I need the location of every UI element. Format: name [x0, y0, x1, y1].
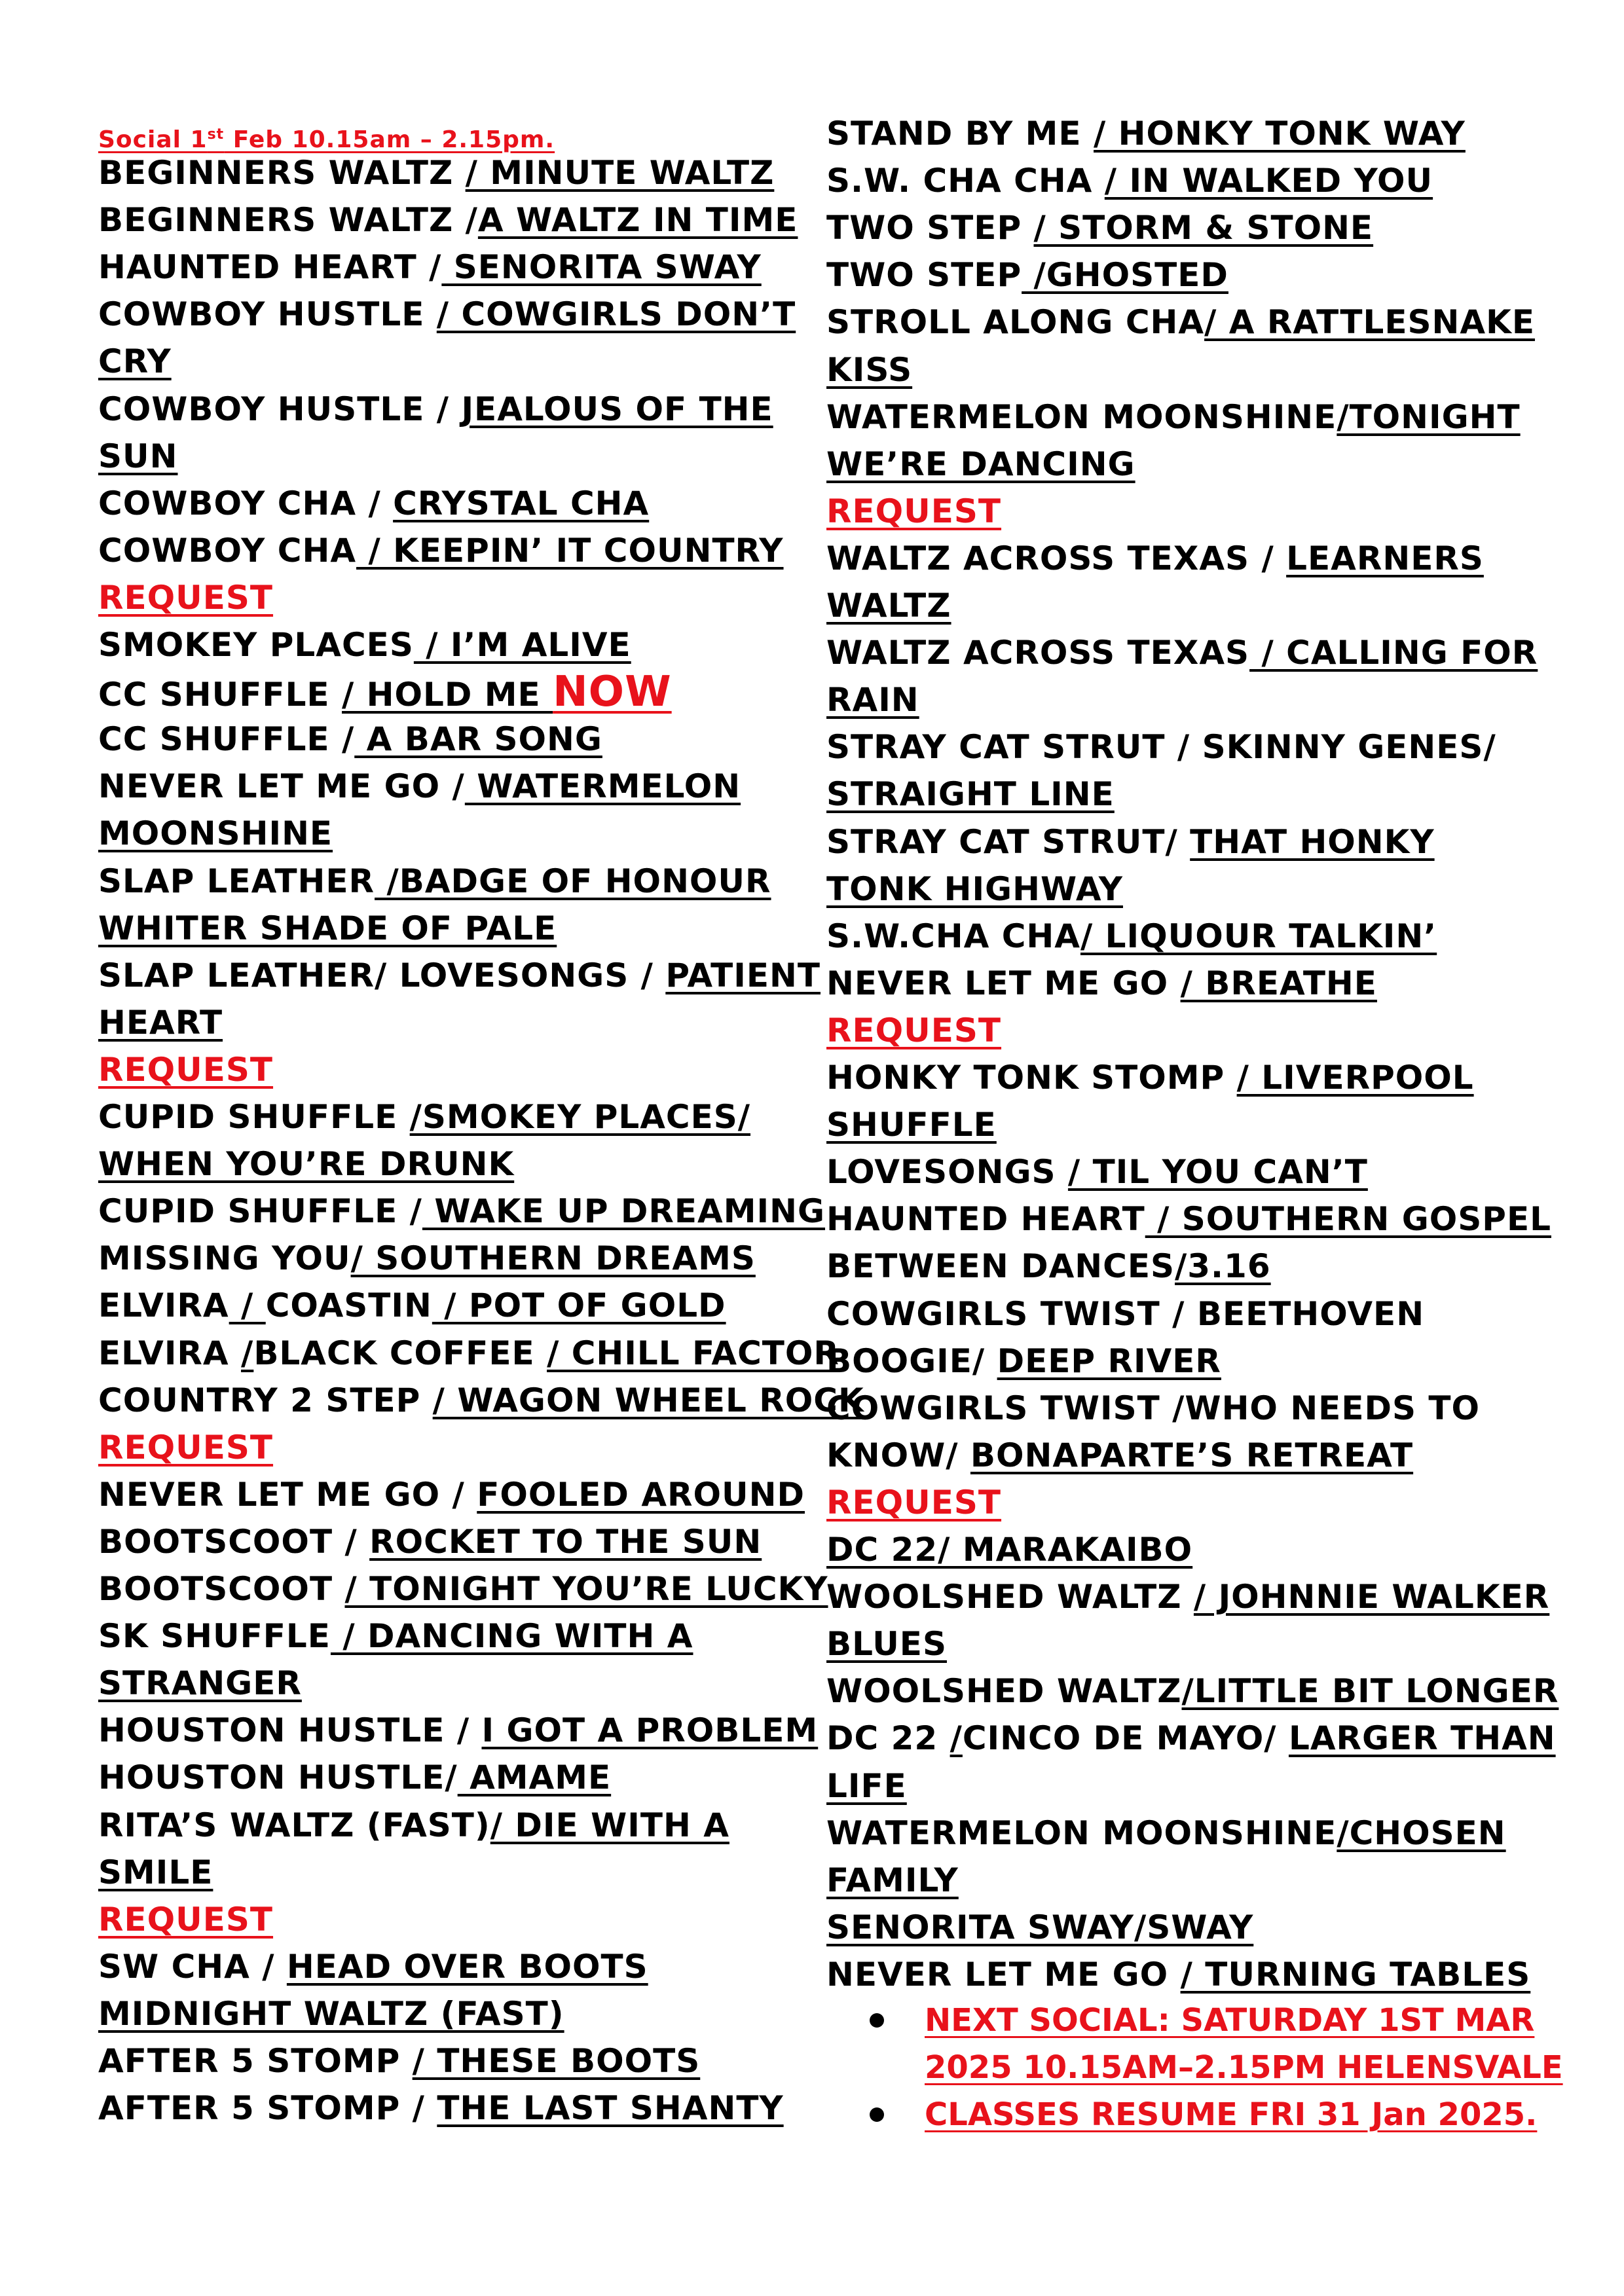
- dance-line: [826, 157, 1433, 204]
- dance-line: [826, 1904, 1253, 1951]
- dance-line: [826, 204, 1373, 251]
- dance-line: [98, 433, 177, 480]
- track-name: / JOHNNIE WALKER: [1193, 1578, 1550, 1616]
- dance-name: STAND BY ME: [826, 115, 1094, 153]
- dance-line: [98, 338, 172, 385]
- dance-line: [98, 1471, 805, 1518]
- track-name: MIDNIGHT WALTZ (FAST): [98, 1994, 564, 2033]
- dance-line: [826, 110, 1466, 157]
- track-name: WHITER SHADE OF PALE: [98, 909, 557, 947]
- dance-line: [826, 346, 912, 393]
- dance-name: COUNTRY 2 STEP: [98, 1381, 433, 1419]
- dance-name: S.W.CHA CHA: [826, 917, 1080, 955]
- track-name: WHEN YOU’RE DRUNK: [98, 1145, 515, 1184]
- track-name: RAIN: [826, 681, 919, 720]
- dance-line: [98, 621, 631, 668]
- dance-name: WOOLSHED WALTZ: [826, 1578, 1194, 1616]
- bullet-icon: [870, 2107, 884, 2122]
- dance-line: [826, 960, 1377, 1007]
- dance-line: [826, 1290, 1424, 1338]
- dance-line: [98, 858, 771, 905]
- track-name: / THESE BOOTS: [412, 2042, 701, 2080]
- dance-line: [826, 1857, 959, 1904]
- dance-line: [826, 1620, 947, 1667]
- dance-name: BOOTSCOOT: [98, 1570, 345, 1608]
- track-name: A BAR SONG: [354, 720, 602, 759]
- track-name: HEART: [98, 1003, 223, 1042]
- track-name: SHUFFLE: [826, 1106, 997, 1144]
- dance-line: [826, 1101, 997, 1148]
- dance-line: [826, 1573, 1549, 1620]
- request-marker: [98, 1896, 273, 1943]
- dance-name: CINCO DE MAYO/: [962, 1719, 1289, 1758]
- dance-name: HAUNTED HEART: [826, 1200, 1145, 1239]
- dance-line: [98, 1990, 564, 2037]
- track-name: SMILE: [98, 1853, 213, 1891]
- request-marker: [98, 1424, 273, 1471]
- dance-name: TWO STEP: [826, 209, 1034, 247]
- track-name: /: [950, 1719, 963, 1758]
- track-name: STRAIGHT LINE: [826, 775, 1115, 814]
- track-name: / SOUTHERN DREAMS: [350, 1239, 756, 1278]
- dance-line: [98, 1235, 756, 1282]
- track-name: / TURNING TABLES: [1180, 1955, 1531, 1994]
- dance-line: [98, 1754, 611, 1801]
- dance-line: [826, 1810, 1506, 1857]
- dance-line: [98, 1802, 729, 1849]
- track-name: TONK HIGHWAY: [826, 869, 1123, 908]
- track-name: / I’M ALIVE: [413, 626, 631, 664]
- track-name: / CALLING FOR: [1249, 634, 1538, 672]
- dance-name: COASTIN: [265, 1286, 432, 1325]
- dance-line: [98, 2085, 784, 2132]
- request-marker: [826, 488, 1001, 535]
- dance-name: WALTZ ACROSS TEXAS: [826, 634, 1250, 672]
- track-name: A WALTZ IN TIME: [477, 201, 798, 240]
- dance-line: [826, 866, 1123, 913]
- dance-line: [98, 1943, 648, 1990]
- dance-line: [826, 1385, 1480, 1432]
- dance-name: MISSING YOU: [98, 1239, 351, 1278]
- dance-line: [826, 1195, 1551, 1243]
- dance-name: WATERMELON MOONSHINE: [826, 1813, 1337, 1852]
- track-name: / SOUTHERN GOSPEL: [1145, 1200, 1551, 1239]
- track-name: REQUEST: [98, 1428, 274, 1467]
- notice-text: CLASSES RESUME FRI 31 Jan 2025.: [925, 2096, 1538, 2133]
- dance-line: [98, 1613, 693, 1660]
- dance-name: SLAP LEATHER/ LOVESONGS /: [98, 956, 666, 994]
- track-name: / KEEPIN’ IT COUNTRY: [356, 531, 784, 570]
- track-name: / MINUTE WALTZ: [465, 154, 775, 192]
- dance-line: [826, 1148, 1368, 1195]
- dance-line: [98, 291, 796, 338]
- dance-line: [826, 913, 1437, 960]
- dance-line: [98, 527, 784, 574]
- dance-name: SMOKEY PLACES: [98, 626, 414, 664]
- track-name: WAKE UP DREAMING: [422, 1192, 825, 1231]
- track-name: LARGER THAN: [1288, 1719, 1556, 1758]
- track-name: FAMILY: [826, 1861, 959, 1899]
- dance-line: [98, 386, 773, 433]
- dance-line: [826, 1715, 1556, 1762]
- track-name: BLUES: [826, 1625, 947, 1664]
- dance-line: [98, 905, 557, 952]
- track-name: / BREATHE: [1180, 964, 1377, 1002]
- dance-name: BOOTSCOOT /: [98, 1522, 370, 1561]
- track-name: /SMOKEY PLACES/: [409, 1098, 751, 1136]
- title-prefix: Social 1: [98, 126, 208, 153]
- dance-line: [98, 1282, 726, 1329]
- track-name: / HOLD ME: [342, 676, 553, 714]
- dance-line: [98, 244, 762, 291]
- track-name: / WAGON WHEEL ROCK: [432, 1381, 864, 1419]
- track-name: WALTZ: [826, 587, 951, 625]
- track-name: PATIENT: [665, 956, 821, 994]
- dance-line: [826, 818, 1435, 866]
- dance-line: [98, 1707, 818, 1754]
- track-name: STRANGER: [98, 1664, 302, 1703]
- dance-line: [98, 763, 741, 810]
- dance-line: [98, 1093, 750, 1140]
- track-name: /GHOSTED: [1022, 256, 1228, 295]
- track-name: WATERMELON: [464, 767, 741, 806]
- dance-line: [826, 299, 1535, 346]
- dance-line: [98, 1188, 825, 1235]
- dance-name: WOOLSHED WALTZ: [826, 1672, 1182, 1711]
- dance-name: HOUSTON HUSTLE /: [98, 1711, 482, 1750]
- track-name: REQUEST: [98, 1900, 274, 1939]
- dance-name: COWBOY CHA: [98, 531, 357, 570]
- dance-line: [98, 480, 649, 527]
- request-marker: [826, 1479, 1001, 1526]
- dance-name: HOUSTON HUSTLE/: [98, 1758, 458, 1797]
- dance-name: S.W. CHA CHA: [826, 162, 1105, 200]
- dance-name: SW CHA /: [98, 1947, 287, 1986]
- track-name: /LITTLE BIT LONGER: [1181, 1672, 1559, 1711]
- track-name: /BADGE OF HONOUR: [375, 862, 771, 900]
- dance-name: WALTZ ACROSS TEXAS /: [826, 539, 1287, 577]
- track-name: / A RATTLESNAKE: [1204, 303, 1535, 342]
- title-superscript: st: [207, 126, 225, 143]
- dance-name: ELVIRA: [98, 1334, 242, 1372]
- track-name: CRYSTAL CHA: [393, 484, 650, 522]
- dance-line: [98, 1518, 762, 1565]
- dance-line: [98, 1330, 840, 1377]
- track-name: / LIQUOUR TALKIN’: [1080, 917, 1437, 955]
- dance-line: [98, 1849, 213, 1896]
- track-name: / POT OF GOLD: [432, 1286, 726, 1325]
- dance-line: [826, 1526, 1192, 1573]
- dance-line: [826, 1054, 1474, 1101]
- track-name: /CHOSEN: [1337, 1813, 1506, 1852]
- track-name: REQUEST: [98, 578, 274, 617]
- notice-text: NEXT SOCIAL: SATURDAY 1ST MAR: [925, 2002, 1535, 2039]
- dance-line: [98, 1565, 828, 1613]
- track-name: LEARNERS: [1286, 539, 1484, 577]
- dance-line: [826, 393, 1521, 441]
- dance-name: HAUNTED HEART /: [98, 248, 442, 287]
- track-name: /3.16: [1175, 1247, 1271, 1286]
- dance-name: COWBOY CHA /: [98, 484, 394, 522]
- dance-name: CUPID SHUFFLE: [98, 1098, 410, 1136]
- track-name: /: [229, 1286, 266, 1325]
- dance-name: CC SHUFFLE: [98, 676, 342, 714]
- dance-name: COWGIRLS TWIST /WHO NEEDS TO: [826, 1389, 1481, 1427]
- track-name: / LIVERPOOL: [1236, 1059, 1474, 1097]
- dance-name: NEVER LET ME GO /: [98, 1475, 477, 1514]
- dance-name: SK SHUFFLE: [98, 1617, 331, 1656]
- track-name: I GOT A PROBLEM: [481, 1711, 819, 1750]
- track-name: AMAME: [457, 1758, 612, 1797]
- track-name: NOW: [553, 668, 672, 717]
- dance-name: NEVER LET ME GO: [826, 1955, 1181, 1994]
- dance-line: [98, 668, 672, 716]
- dance-name: LOVESONGS: [826, 1153, 1068, 1192]
- track-name: DEEP RIVER: [997, 1341, 1221, 1380]
- track-name: BONAPARTE’S RETREAT: [970, 1436, 1414, 1474]
- track-name: REQUEST: [826, 1011, 1002, 1049]
- track-name: THAT HONKY: [1190, 822, 1435, 861]
- dance-line: [98, 1377, 864, 1424]
- track-name: REQUEST: [826, 1483, 1002, 1522]
- track-name: /: [241, 1334, 254, 1372]
- dance-name: CUPID SHUFFLE /: [98, 1192, 422, 1231]
- dance-line: [98, 149, 774, 196]
- dance-name: KNOW/: [826, 1436, 970, 1474]
- dance-line: [826, 1432, 1413, 1479]
- dance-name: STRAY CAT STRUT/: [826, 822, 1190, 861]
- dance-line: [826, 441, 1135, 488]
- dance-line: [98, 2037, 700, 2085]
- request-marker: [98, 574, 273, 621]
- dance-name: BEGINNERS WALTZ: [98, 154, 466, 192]
- dance-line: [826, 1667, 1559, 1715]
- dance-name: COWBOY HUSTLE /: [98, 390, 462, 428]
- track-name: WE’RE DANCING: [826, 445, 1135, 483]
- dance-line: [826, 1243, 1271, 1290]
- track-name: HEAD OVER BOOTS: [286, 1947, 648, 1986]
- dance-line: [98, 952, 821, 999]
- dance-line: [826, 251, 1228, 299]
- track-name: SENORITA SWAY/SWAY: [826, 1908, 1254, 1946]
- dance-line: [98, 999, 223, 1046]
- track-name: / DIE WITH A: [490, 1806, 729, 1844]
- track-name: LIFE: [826, 1766, 907, 1805]
- request-marker: [98, 1046, 273, 1093]
- dance-line: [98, 196, 798, 244]
- track-name: SENORITA SWAY: [441, 248, 762, 287]
- track-name: JEALOUS OF THE: [461, 390, 773, 428]
- dance-name: COWBOY HUSTLE: [98, 295, 437, 334]
- track-name: /TONIGHT: [1337, 397, 1521, 436]
- dance-name: BLACK COFFEE: [253, 1334, 547, 1372]
- dance-name: COWGIRLS TWIST / BEETHOVEN: [826, 1294, 1425, 1333]
- dance-line: [826, 582, 951, 629]
- notice-text: 2025 10.15AM–2.15PM HELENSVALE: [925, 2049, 1563, 2086]
- track-name: REQUEST: [98, 1050, 274, 1089]
- track-name: REQUEST: [826, 492, 1002, 530]
- bullet-icon: [870, 2013, 884, 2028]
- dance-name: ELVIRA: [98, 1286, 229, 1325]
- title-suffix: Feb 10.15am – 2.15pm.: [224, 126, 555, 153]
- dance-name: SLAP LEATHER: [98, 862, 375, 900]
- track-name: / COWGIRLS DON’T: [436, 295, 796, 334]
- dance-name: NEVER LET ME GO /: [98, 767, 465, 806]
- track-name: THE LAST SHANTY: [437, 2089, 784, 2128]
- dance-name: AFTER 5 STOMP: [98, 2042, 413, 2080]
- dance-name: STROLL ALONG CHA: [826, 303, 1205, 342]
- track-name: DC 22/ MARAKAIBO: [826, 1531, 1193, 1569]
- dance-name: STRAY CAT STRUT / SKINNY GENES/: [826, 728, 1496, 767]
- request-marker: [826, 1007, 1001, 1054]
- dance-name: BETWEEN DANCES: [826, 1247, 1175, 1286]
- dance-name: CC SHUFFLE /: [98, 720, 355, 759]
- dance-line: [98, 810, 333, 857]
- track-name: / TIL YOU CAN’T: [1067, 1153, 1368, 1192]
- track-name: / IN WALKED YOU: [1104, 162, 1433, 200]
- dance-name: BOOGIE/: [826, 1341, 997, 1380]
- track-name: / STORM & STONE: [1033, 209, 1374, 247]
- dance-line: [98, 716, 602, 763]
- dance-line: [826, 1762, 907, 1810]
- dance-line: [826, 629, 1538, 676]
- track-name: MOONSHINE: [98, 814, 333, 853]
- track-name: FOOLED AROUND: [477, 1475, 805, 1514]
- dance-name: NEVER LET ME GO: [826, 964, 1181, 1002]
- dance-line: [826, 771, 1115, 818]
- track-name: / TONIGHT YOU’RE LUCKY: [344, 1570, 828, 1608]
- dance-line: [826, 535, 1484, 582]
- dance-line: [826, 676, 919, 723]
- track-name: ROCKET TO THE SUN: [369, 1522, 762, 1561]
- dance-name: TWO STEP: [826, 256, 1022, 295]
- track-name: / HONKY TONK WAY: [1094, 115, 1466, 153]
- dance-line: [98, 1140, 514, 1188]
- dance-name: BEGINNERS WALTZ /: [98, 201, 478, 240]
- dance-line: [826, 1951, 1530, 1998]
- track-name: / CHILL FACTOR: [547, 1334, 840, 1372]
- dance-name: DC 22: [826, 1719, 950, 1758]
- track-name: CRY: [98, 342, 172, 381]
- dance-name: RITA’S WALTZ (FAST): [98, 1806, 490, 1844]
- track-name: KISS: [826, 350, 913, 389]
- track-name: SUN: [98, 437, 178, 475]
- dance-name: AFTER 5 STOMP /: [98, 2089, 437, 2128]
- track-name: / DANCING WITH A: [330, 1617, 693, 1656]
- dance-line: [826, 1338, 1221, 1385]
- dance-line: [826, 723, 1496, 771]
- dance-name: WATERMELON MOONSHINE: [826, 397, 1337, 436]
- dance-line: [98, 1660, 302, 1707]
- dance-name: HONKY TONK STOMP: [826, 1059, 1237, 1097]
